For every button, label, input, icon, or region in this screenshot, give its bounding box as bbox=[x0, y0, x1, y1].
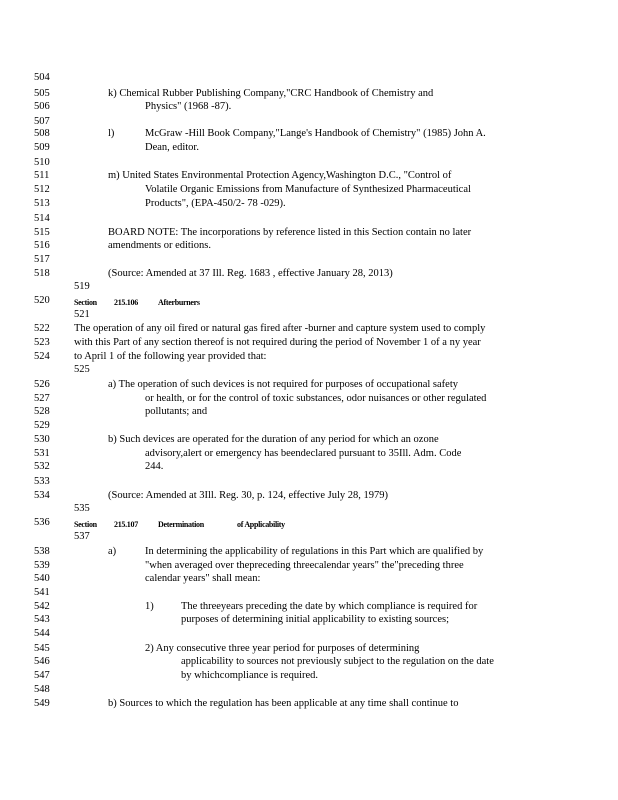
line-number: 524 bbox=[34, 351, 50, 362]
line-number: 519 bbox=[74, 281, 90, 292]
line-number: 516 bbox=[34, 240, 50, 251]
body-text: The threeyears preceding the date by which compliance is required for bbox=[181, 601, 478, 612]
line-number: 534 bbox=[34, 490, 50, 501]
line-number: 530 bbox=[34, 434, 50, 445]
line-number: 536 bbox=[34, 517, 50, 528]
body-text: amendments or editions. bbox=[108, 240, 211, 251]
line-number: 508 bbox=[34, 128, 50, 139]
section-heading: of Applicability bbox=[237, 520, 285, 529]
body-text: by whichcompliance is required. bbox=[181, 670, 319, 681]
body-text: (Source: Amended at 37 Ill. Reg. 1683 , effective January 28, 2013) bbox=[108, 268, 393, 279]
line-number: 525 bbox=[74, 364, 90, 375]
body-text: with this Part of any section thereof is not required during the period of November 1 of a ny year bbox=[74, 337, 481, 348]
body-text: pollutants; and bbox=[145, 406, 208, 417]
line-number: 528 bbox=[34, 406, 50, 417]
section-heading: Afterburners bbox=[158, 298, 200, 307]
body-text: 244. bbox=[145, 461, 164, 472]
line-number: 540 bbox=[34, 573, 50, 584]
body-text: b) Such devices are operated for the duration of any period for which an ozone bbox=[108, 434, 439, 445]
body-text: b) Sources to which the regulation has been applicable at any time shall continue to bbox=[108, 698, 459, 709]
line-number: 527 bbox=[34, 393, 50, 404]
body-text: (Source: Amended at 3Ill. Reg. 30, p. 124, effective July 28, 1979) bbox=[108, 490, 389, 501]
line-number: 541 bbox=[34, 587, 50, 598]
body-text: a) bbox=[108, 546, 117, 557]
line-number: 518 bbox=[34, 268, 50, 279]
line-number: 537 bbox=[74, 531, 90, 542]
body-text: 1) bbox=[145, 601, 154, 612]
line-number: 533 bbox=[34, 476, 50, 487]
line-number: 535 bbox=[74, 503, 90, 514]
body-text: Products", (EPA-450/2- 78 -029). bbox=[145, 198, 286, 209]
body-text: "when averaged over thepreceding threecalendar years" the"preceding three bbox=[145, 560, 464, 571]
body-text: a) The operation of such devices is not required for purposes of occupational safety bbox=[108, 379, 458, 390]
body-text: m) United States Environmental Protection Agency,Washington D.C., "Control of bbox=[108, 170, 452, 181]
body-text: Physics" (1968 -87). bbox=[145, 101, 232, 112]
line-number: 510 bbox=[34, 157, 50, 168]
line-number: 529 bbox=[34, 420, 50, 431]
line-number: 526 bbox=[34, 379, 50, 390]
line-number: 522 bbox=[34, 323, 50, 334]
line-number: 539 bbox=[34, 560, 50, 571]
body-text: l) bbox=[108, 128, 115, 139]
line-number: 532 bbox=[34, 461, 50, 472]
body-text: applicability to sources not previously subject to the regulation on the date bbox=[181, 656, 494, 667]
section-label: Section bbox=[74, 520, 97, 529]
line-number: 515 bbox=[34, 227, 50, 238]
line-number: 543 bbox=[34, 614, 50, 625]
body-text: purposes of determining initial applicability to existing sources; bbox=[181, 614, 449, 625]
line-number: 520 bbox=[34, 295, 50, 306]
line-number: 544 bbox=[34, 628, 50, 639]
line-number: 549 bbox=[34, 698, 50, 709]
line-number: 504 bbox=[34, 72, 50, 83]
line-number: 511 bbox=[34, 170, 50, 181]
line-number: 531 bbox=[34, 448, 50, 459]
section-heading: Determination bbox=[158, 520, 204, 529]
body-text: McGraw -Hill Book Company,"Lange's Handbook of Chemistry" (1985) John A. bbox=[145, 128, 486, 139]
line-number: 512 bbox=[34, 184, 50, 195]
body-text: Dean, editor. bbox=[145, 142, 199, 153]
body-text: Volatile Organic Emissions from Manufacture of Synthesized Pharmaceutical bbox=[145, 184, 471, 195]
body-text: calendar years" shall mean: bbox=[145, 573, 261, 584]
line-number: 542 bbox=[34, 601, 50, 612]
body-text: 2) Any consecutive three year period for purposes of determining bbox=[145, 643, 420, 654]
body-text: or health, or for the control of toxic substances, odor nuisances or other regulated bbox=[145, 393, 487, 404]
line-number: 509 bbox=[34, 142, 50, 153]
body-text: advisory,alert or emergency has beendeclared pursuant to 35Ill. Adm. Code bbox=[145, 448, 462, 459]
line-number: 546 bbox=[34, 656, 50, 667]
body-text: In determining the applicability of regulations in this Part which are qualified by bbox=[145, 546, 484, 557]
line-number: 545 bbox=[34, 643, 50, 654]
section-label: Section bbox=[74, 298, 97, 307]
line-number: 521 bbox=[74, 309, 90, 320]
line-number: 538 bbox=[34, 546, 50, 557]
line-number: 513 bbox=[34, 198, 50, 209]
section-number: 215.106 bbox=[114, 298, 138, 307]
body-text: BOARD NOTE: The incorporations by reference listed in this Section contain no later bbox=[108, 227, 472, 238]
section-number: 215.107 bbox=[114, 520, 138, 529]
line-number: 505 bbox=[34, 88, 50, 99]
line-number: 507 bbox=[34, 116, 50, 127]
body-text: The operation of any oil fired or natural gas fired after -burner and capture system used to comply bbox=[74, 323, 486, 334]
body-text: k) Chemical Rubber Publishing Company,"CRC Handbook of Chemistry and bbox=[108, 88, 434, 99]
line-number: 506 bbox=[34, 101, 50, 112]
line-number: 514 bbox=[34, 213, 50, 224]
body-text: to April 1 of the following year provided that: bbox=[74, 351, 267, 362]
line-number: 548 bbox=[34, 684, 50, 695]
line-number: 523 bbox=[34, 337, 50, 348]
line-number: 547 bbox=[34, 670, 50, 681]
line-number: 517 bbox=[34, 254, 50, 265]
